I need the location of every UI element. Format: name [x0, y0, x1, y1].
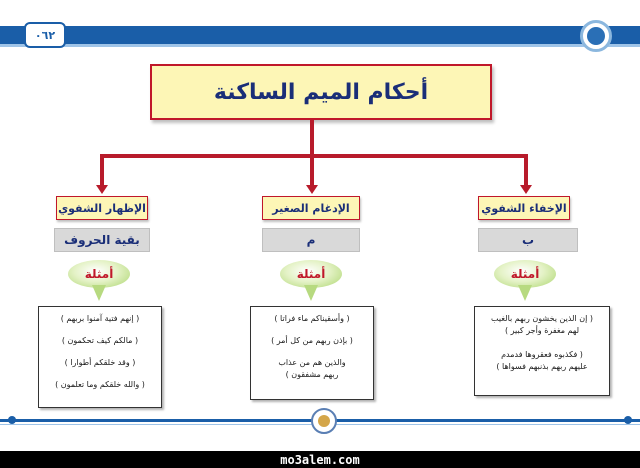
arrow-middle	[306, 185, 318, 194]
site-footer-bar	[0, 451, 640, 468]
category-ikhfa-label: الإخفاء الشفوي	[481, 201, 567, 215]
page-number	[24, 22, 66, 48]
example-line: لهم مغفرة وأجر كبير )	[504, 326, 580, 335]
examples-box-ikhfa	[474, 306, 610, 396]
examples-label-ikhfa	[494, 260, 556, 288]
examples-label-izhar-text: أمثلة	[84, 267, 114, 281]
examples-pointer-idgham	[304, 285, 318, 301]
institution-logo-icon	[580, 20, 612, 52]
letters-ikhfa-text: ب	[521, 233, 535, 247]
page-number-text: ٠٦٢	[34, 28, 56, 42]
examples-pointer-izhar	[92, 285, 106, 301]
diagram-title-box	[150, 64, 492, 120]
category-izhar-label: الإظهار الشفوي	[58, 201, 146, 215]
example-line: ( إن الذين يخشون ربهم بالغيب	[491, 314, 593, 323]
examples-pointer-ikhfa	[518, 285, 532, 301]
examples-label-idgham-text: أمثلة	[296, 267, 326, 281]
connector-left	[100, 154, 104, 186]
example-line: ( والله خلقكم وما تعلمون )	[55, 380, 145, 389]
example-line: ( وقد خلقكم أطوارا )	[64, 358, 136, 367]
example-line: ( بإذن ربهم من كل أمر )	[271, 336, 353, 345]
category-idgham	[262, 196, 360, 220]
letters-ikhfa	[478, 228, 578, 252]
examples-label-idgham	[280, 260, 342, 288]
examples-box-izhar	[38, 306, 162, 408]
example-line: ( مالكم كيف تحكمون )	[61, 336, 139, 345]
category-izhar	[56, 196, 148, 220]
footer-emblem-icon	[311, 408, 337, 434]
example-line: ربهم مشفقون )	[285, 370, 339, 379]
category-idgham-label: الإدغام الصغير	[272, 201, 350, 215]
logo-center	[587, 27, 605, 45]
example-line: ( وأسقيناكم ماء فراتا )	[274, 314, 350, 323]
diagram-title: أحكام الميم الساكنة	[213, 79, 429, 105]
letters-idgham-text: م	[306, 233, 316, 247]
connector-horizontal	[100, 154, 528, 158]
category-ikhfa	[478, 196, 570, 220]
header-stripe	[0, 44, 640, 47]
example-line: عليهم ربهم بذنبهم فسواها )	[496, 362, 588, 371]
examples-box-idgham	[250, 306, 374, 400]
examples-label-ikhfa-text: أمثلة	[510, 267, 540, 281]
connector-right	[524, 154, 528, 186]
header-bar	[0, 26, 640, 44]
connector-trunk	[310, 120, 314, 156]
emblem-center	[318, 415, 330, 427]
site-url[interactable]: mo3alem.com	[280, 452, 360, 467]
example-line: ( فكذبوه فعقروها فدمدم	[501, 350, 583, 359]
connector-middle	[310, 154, 314, 186]
example-line: ( إنهم فتية آمنوا بربهم )	[60, 314, 140, 323]
arrow-left	[96, 185, 108, 194]
footer-dot-right	[624, 416, 632, 424]
arrow-right	[520, 185, 532, 194]
letters-izhar-text: بقية الحروف	[64, 233, 140, 247]
letters-izhar	[54, 228, 150, 252]
letters-idgham	[262, 228, 360, 252]
examples-label-izhar	[68, 260, 130, 288]
footer-dot-left	[8, 416, 16, 424]
example-line: والذين هم من عذاب	[278, 358, 346, 367]
